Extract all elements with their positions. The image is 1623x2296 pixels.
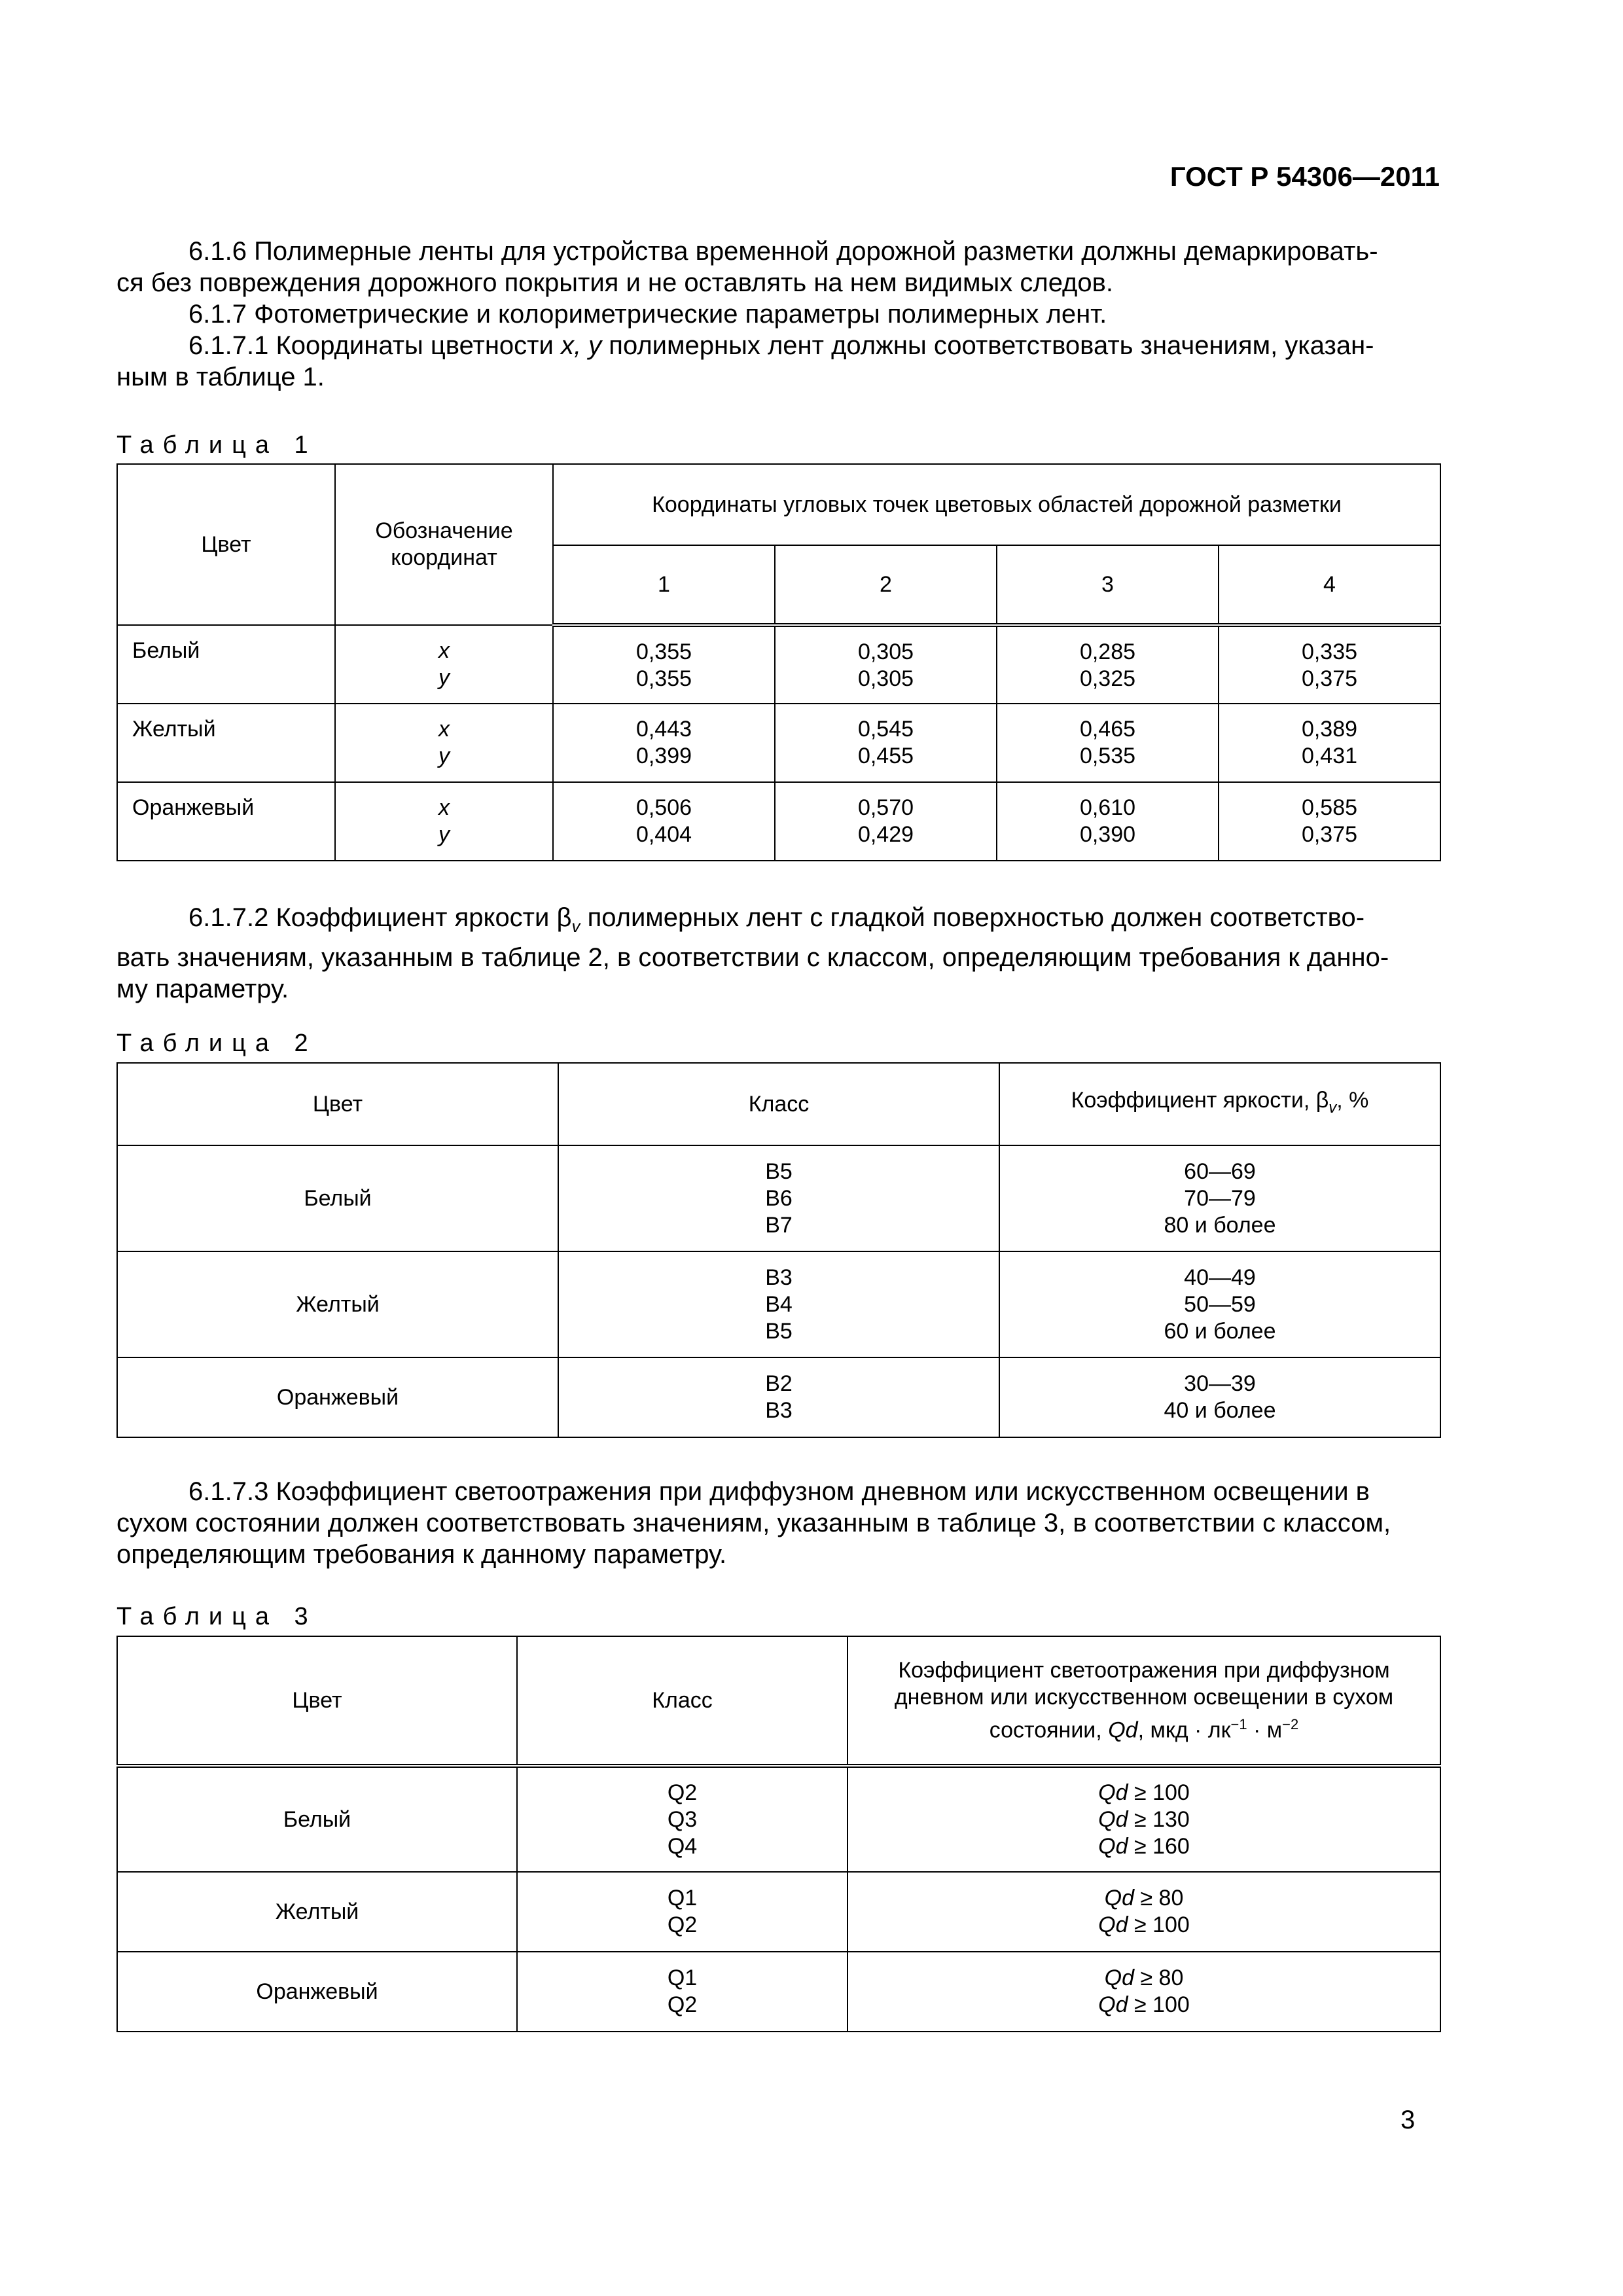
qd-symbol: Qd	[1104, 1886, 1134, 1910]
table2-color-cell: Белый	[117, 1145, 558, 1251]
qd-value	[852, 1965, 1436, 1992]
coef-value: 60—69	[1184, 1158, 1256, 1184]
value-x: 0,443	[635, 717, 692, 742]
value-y: 0,375	[1301, 822, 1358, 847]
coef-header-l3-pre: состоянии,	[989, 1717, 1109, 1743]
paragraph-6-1-7-2-line3: му параметру.	[116, 975, 289, 1003]
value-x: 0,335	[1301, 639, 1358, 664]
table2-class-cell	[558, 1145, 999, 1251]
qd-symbol: Qd	[1098, 1806, 1128, 1832]
table1-header-col3: 3	[997, 545, 1219, 625]
beta-symbol: β	[1315, 1088, 1329, 1113]
class-value: Q3	[667, 1806, 698, 1832]
table1-header-group: Координаты угловых точек цветовых областей дорожной разметки	[553, 464, 1440, 545]
value-y: 0,431	[1301, 744, 1358, 768]
class-value: Q2	[667, 1780, 698, 1805]
class-value: B7	[765, 1212, 793, 1238]
table3-value-cell	[847, 1872, 1440, 1952]
table1-header-col2: 2	[775, 545, 997, 625]
table2	[116, 1062, 1441, 1438]
table1-value-cell	[553, 704, 775, 782]
paragraph-6-1-7-2-line1	[116, 902, 1440, 942]
table3-caption: Таблица 3	[116, 1603, 317, 1630]
table1-coord-cell	[335, 704, 553, 782]
paragraph-6-1-7-1-line1	[116, 330, 1440, 361]
value-x: 0,355	[635, 639, 692, 664]
coord-x: x	[438, 717, 450, 742]
table3-value-cell	[847, 1952, 1440, 2032]
value-y: 0,404	[635, 822, 692, 847]
table2-color-cell: Желтый	[117, 1251, 558, 1357]
value-x: 0,305	[857, 639, 914, 664]
class-value: Q2	[667, 1912, 698, 1937]
table1-coord-cell	[335, 625, 553, 704]
table1-header-row	[117, 464, 1440, 545]
class-value: Q1	[667, 1965, 698, 1990]
coef-value: 40—49	[1184, 1265, 1256, 1290]
table1-header-coord-l2: координат	[391, 545, 497, 570]
table2-class-cell	[558, 1357, 999, 1437]
table2-caption: Таблица 2	[116, 1030, 317, 1057]
table3-header-class: Класс	[517, 1636, 847, 1766]
table1-header-coord	[335, 464, 553, 625]
table1-color-cell: Желтый	[117, 704, 335, 782]
table1-coord-cell	[335, 782, 553, 861]
table2-header-row	[117, 1063, 1440, 1145]
table3-row	[117, 1766, 1440, 1872]
value-x: 0,545	[857, 717, 914, 742]
table2-row	[117, 1357, 1440, 1437]
p6172-pre: 6.1.7.2 Коэффициент яркости	[188, 903, 557, 932]
p6171-vars: x, y	[560, 331, 602, 360]
table2-value-cell	[999, 1357, 1440, 1437]
paragraph-6-1-6-line2: ся без повреждения дорожного покрытия и не оставлять на нем видимых следов.	[116, 268, 1114, 297]
qd-symbol: Qd	[1098, 1833, 1128, 1859]
table1-value-cell	[1219, 782, 1440, 861]
qd-symbol: Qd	[1098, 1992, 1128, 2017]
class-value: B6	[765, 1185, 793, 1211]
paragraph-6-1-6-line1: 6.1.6 Полимерные ленты для устройства временной дорожной разметки должны демаркировать-	[188, 237, 1378, 266]
section-6-1-7-2	[116, 902, 1440, 1005]
table1-caption: Таблица 1	[116, 431, 317, 459]
table1-row	[117, 704, 1440, 782]
coef-value: 70—79	[1184, 1185, 1256, 1211]
table3-class-cell	[517, 1952, 847, 2032]
table2-header-class: Класс	[558, 1063, 999, 1145]
paragraph-6-1-7-1-line2: ным в таблице 1.	[116, 363, 325, 391]
table1-value-cell	[775, 704, 997, 782]
table1-color-cell: Белый	[117, 625, 335, 704]
value-y: 0,390	[1079, 822, 1136, 847]
table2-row	[117, 1145, 1440, 1251]
coef-value: 40 и более	[1164, 1398, 1276, 1423]
class-value: Q2	[667, 1992, 698, 2017]
table1-value-cell	[553, 782, 775, 861]
table2-value-cell	[999, 1145, 1440, 1251]
coef-header-l3	[852, 1711, 1436, 1744]
coef-header-l2: дневном или искусственном освещении в сухом	[894, 1684, 1394, 1710]
table2-color-cell: Оранжевый	[117, 1357, 558, 1437]
value-x: 0,285	[1079, 639, 1136, 664]
table3	[116, 1636, 1441, 2032]
class-value: Q1	[667, 1886, 698, 1910]
table3-color-cell: Белый	[117, 1766, 517, 1872]
coef-header-l1: Коэффициент светоотражения при диффузном	[898, 1657, 1390, 1683]
qd-symbol: Qd	[1104, 1965, 1134, 1990]
class-value: B2	[765, 1371, 793, 1396]
qd-value	[852, 1885, 1436, 1912]
coef-unit: , %	[1336, 1088, 1369, 1113]
paragraph-6-1-7-2-line2: вать значениям, указанным в таблице 2, в соответствии с классом, определяющим требования к данно-	[116, 943, 1389, 972]
coord-x: x	[438, 795, 450, 820]
table3-value-cell	[847, 1766, 1440, 1872]
paragraph-6-1-7: 6.1.7 Фотометрические и колориметрические параметры полимерных лент.	[188, 300, 1107, 329]
coef-value: 30—39	[1184, 1371, 1256, 1396]
p6171-pre: 6.1.7.1 Координаты цветности	[188, 331, 561, 360]
table3-color-cell: Оранжевый	[117, 1952, 517, 2032]
paragraph-6-1-7-3-line3: определяющим требования к данному параметру.	[116, 1540, 727, 1569]
table1-header-coord-l1: Обозначение	[375, 518, 513, 543]
table2-header-color: Цвет	[117, 1063, 558, 1145]
coef-value: 50—59	[1184, 1291, 1256, 1317]
coord-y: y	[438, 665, 450, 690]
qd-value	[852, 1780, 1436, 1806]
value-y: 0,535	[1079, 744, 1136, 768]
p6172-post: полимерных лент с гладкой поверхностью должен соответство-	[580, 903, 1365, 932]
value-y: 0,375	[1301, 666, 1358, 691]
qd-value	[852, 1833, 1436, 1860]
table1-header-col1: 1	[553, 545, 775, 625]
paragraph-6-1-7-3-line1: 6.1.7.3 Коэффициент светоотражения при диффузном дневном или искусственном освещении в	[188, 1477, 1370, 1506]
table1-value-cell	[775, 625, 997, 704]
coord-x: x	[438, 638, 450, 663]
class-value: Q4	[667, 1833, 698, 1859]
table1-value-cell	[997, 625, 1219, 704]
qd-threshold: ≥ 80	[1140, 1886, 1184, 1910]
qd-threshold: ≥ 160	[1133, 1833, 1190, 1859]
qd-symbol: Qd	[1098, 1780, 1128, 1805]
table2-row	[117, 1251, 1440, 1357]
section-6-1-7-3	[116, 1476, 1440, 1570]
class-value: B5	[765, 1158, 793, 1184]
coord-y: y	[438, 744, 450, 768]
value-y: 0,455	[857, 744, 914, 768]
qd-symbol: Qd	[1108, 1717, 1138, 1743]
table3-class-cell	[517, 1766, 847, 1872]
qd-threshold: ≥ 100	[1133, 1992, 1190, 2017]
table1-value-cell	[775, 782, 997, 861]
beta-subscript: v	[1329, 1098, 1337, 1117]
section-6-1-6-to-6-1-7-1	[116, 236, 1440, 393]
table1-row	[117, 625, 1440, 704]
table2-value-cell	[999, 1251, 1440, 1357]
coef-unit-m: · м	[1247, 1717, 1283, 1743]
qd-value	[852, 1912, 1436, 1939]
table1-value-cell	[553, 625, 775, 704]
value-y: 0,305	[857, 666, 914, 691]
value-y: 0,355	[635, 666, 692, 691]
table3-header-row	[117, 1636, 1440, 1766]
class-value: B4	[765, 1291, 793, 1317]
table3-class-cell	[517, 1872, 847, 1952]
value-y: 0,325	[1079, 666, 1136, 691]
table1-value-cell	[1219, 704, 1440, 782]
value-x: 0,389	[1301, 717, 1358, 742]
table2-class-cell	[558, 1251, 999, 1357]
exponent: −2	[1282, 1715, 1299, 1732]
p6171-post: полимерных лент должны соответствовать значениям, указан-	[601, 331, 1374, 360]
value-x: 0,585	[1301, 795, 1358, 820]
qd-threshold: ≥ 80	[1140, 1965, 1184, 1990]
exponent: −1	[1230, 1715, 1247, 1732]
table3-header-color: Цвет	[117, 1636, 517, 1766]
coef-value: 60 и более	[1164, 1318, 1276, 1344]
table1-value-cell	[997, 782, 1219, 861]
table3-header-coef	[847, 1636, 1440, 1766]
coord-y: y	[438, 822, 450, 847]
value-y: 0,429	[857, 822, 914, 847]
class-value: B5	[765, 1318, 793, 1344]
qd-value	[852, 1992, 1436, 2018]
table1-value-cell	[1219, 625, 1440, 704]
qd-symbol: Qd	[1098, 1912, 1128, 1937]
coef-label: Коэффициент яркости,	[1071, 1088, 1316, 1113]
table1-color-cell: Оранжевый	[117, 782, 335, 861]
table3-color-cell: Желтый	[117, 1872, 517, 1952]
beta-symbol: β	[556, 903, 572, 932]
qd-value	[852, 1806, 1436, 1833]
coef-unit: , мкд · лк	[1137, 1717, 1231, 1743]
table2-header-coef	[999, 1063, 1440, 1145]
table1	[116, 463, 1441, 861]
table1-value-cell	[997, 704, 1219, 782]
table1-row	[117, 782, 1440, 861]
value-x: 0,610	[1079, 795, 1136, 820]
paragraph-6-1-7-3-line2: сухом состоянии должен соответствовать значениям, указанным в таблице 3, в соответствии с классом,	[116, 1509, 1391, 1537]
value-x: 0,506	[635, 795, 692, 820]
class-value: B3	[765, 1265, 793, 1290]
value-y: 0,399	[635, 744, 692, 768]
class-value: B3	[765, 1398, 793, 1423]
value-x: 0,465	[1079, 717, 1136, 742]
table3-row	[117, 1872, 1440, 1952]
document-code: ГОСТ Р 54306—2011	[1169, 161, 1440, 192]
value-x: 0,570	[857, 795, 914, 820]
qd-threshold: ≥ 100	[1133, 1912, 1190, 1937]
table3-row	[117, 1952, 1440, 2032]
coef-value: 80 и более	[1164, 1212, 1276, 1238]
table1-header-color: Цвет	[117, 464, 335, 625]
qd-threshold: ≥ 100	[1133, 1780, 1190, 1805]
beta-subscript: v	[571, 916, 580, 936]
table1-header-col4: 4	[1219, 545, 1440, 625]
qd-threshold: ≥ 130	[1133, 1806, 1190, 1832]
page-number: 3	[1400, 2106, 1416, 2134]
